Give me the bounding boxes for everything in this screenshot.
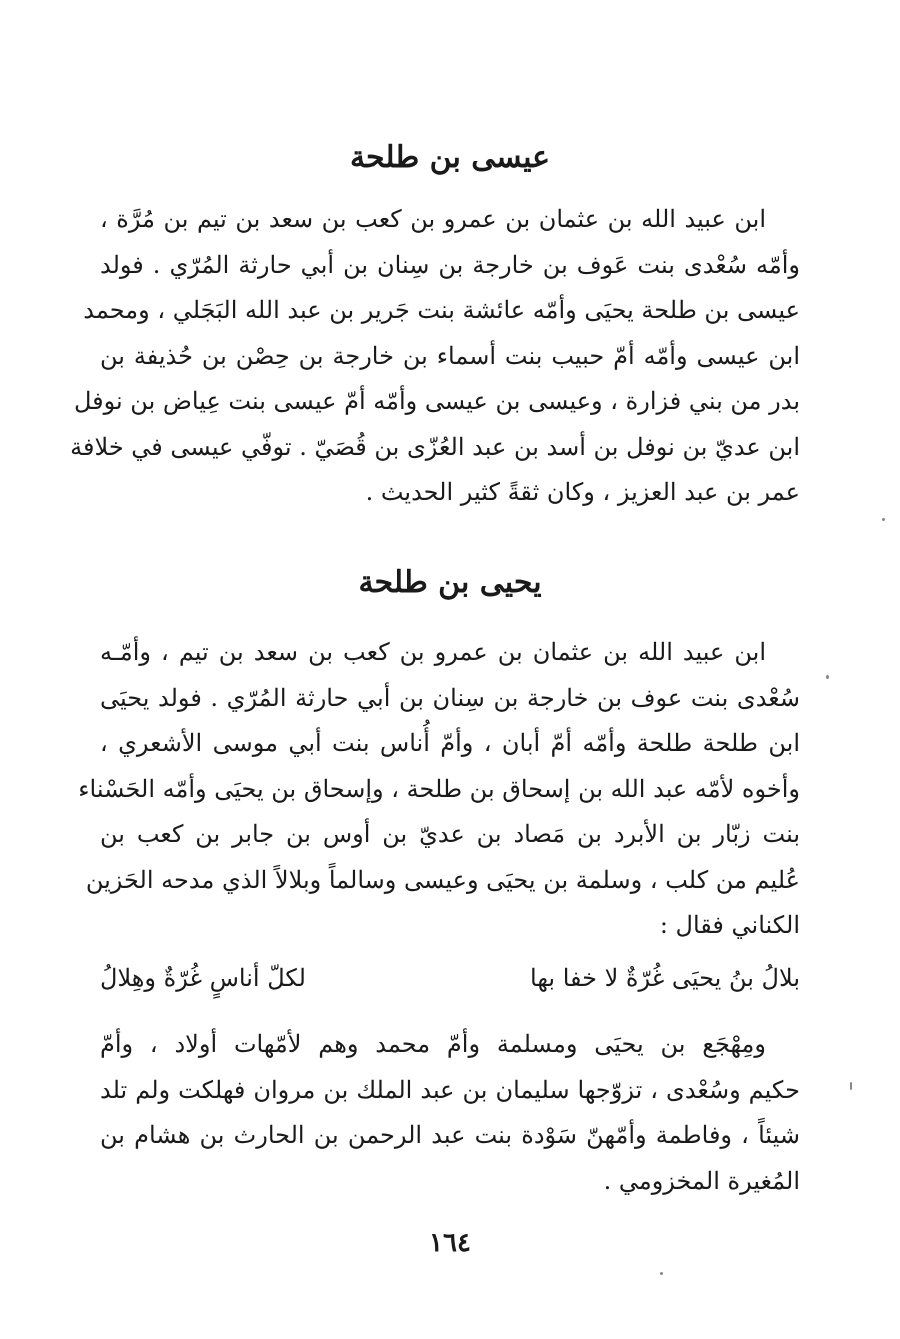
- verse-second-hemistich: لكلّ أناسٍ غُرّةٌ وهِلالُ: [100, 964, 306, 992]
- text-line: وأخوه لأمّه عبد الله بن إسحاق بن طلحة ، وإسحاق بن يحيَى وأمّه الحَسْناء: [78, 774, 800, 803]
- text-line: ابن عبيد الله بن عثمان بن عمرو بن كعب بن سعد بن تيم ، وأمّـه: [100, 638, 766, 666]
- verse-first-hemistich: بلالُ بنُ يحيَى غُرّةٌ لا خفا بها: [530, 964, 800, 992]
- paper-speck: [660, 1272, 663, 1275]
- text-line: الكناني فقال :: [659, 911, 800, 939]
- text-line: ابن طلحة طلحة وأمّه أمّ أبان ، وأمّ أُناس بنت أبي موسى الأشعري ،: [100, 729, 800, 757]
- section-title-isa-ibn-talha: عيسى بن طلحة: [349, 140, 551, 175]
- text-line: المُغيرة المخزومي .: [603, 1166, 800, 1195]
- section-title-yahya-ibn-talha: يحيى بن طلحة: [358, 565, 542, 600]
- text-line: بنت زبّار بن الأبرد بن مَصاد بن عديّ بن أوس بن جابر بن كعب بن: [100, 820, 800, 848]
- paragraph-yahya-ibn-talha: [78, 630, 800, 949]
- paragraph-after-verse: [100, 1022, 800, 1204]
- text-line: ابن عبيد الله بن عثمان بن عمرو بن كعب بن سعد بن تيم بن مُرَّة ،: [100, 205, 766, 233]
- text-line: عيسى بن طلحة يحيَى وأمّه عائشة بنت جَرير بن عبد الله البَجَلي ، ومحمد: [83, 296, 800, 324]
- text-line: ومِهْجَع بن يحيَى ومسلمة وأمّ محمد وهم لأمّهات أولاد ، وأمّ: [100, 1030, 766, 1058]
- page-number: ١٦٤: [429, 1228, 471, 1258]
- text-line: عُليم من كلب ، وسلمة بن يحيَى وعيسى وسالماً وبلالاً الذي مدحه الحَزين: [85, 865, 800, 894]
- text-line: حكيم وسُعْدى ، تزوّجها سليمان بن عبد الملك بن مروان فهلكت ولم تلد: [100, 1075, 800, 1104]
- text-line: ابن عيسى وأمّه أمّ حبيب بنت أسماء بن خارجة بن حِصْن بن حُذيفة بن: [100, 341, 800, 370]
- paper-speck: [882, 518, 885, 521]
- text-line: بدر من بني فزارة ، وعيسى بن عيسى وأمّه أمّ عيسى بنت عِياض بن نوفل: [73, 387, 800, 415]
- paragraph-isa-ibn-talha: [70, 197, 800, 516]
- poetry-verse: [100, 958, 800, 998]
- text-line: سُعْدى بنت عوف بن خارجة بن سِنان بن أبي حارثة المُرّي . فولد يحيَى: [100, 683, 800, 712]
- paper-speck: [826, 675, 829, 679]
- text-line: ابن عديّ بن نوفل بن أسد بن عبد العُزّى بن قُصَيّ . توفّي عيسى في خلافة: [70, 432, 800, 461]
- paper-speck: [850, 1082, 852, 1090]
- text-line: عمر بن عبد العزيز ، وكان ثقةً كثير الحديث .: [365, 478, 800, 506]
- text-line: وأمّه سُعْدى بنت عَوف بن خارجة بن سِنان بن أبي حارثة المُرّي . فولد: [100, 250, 800, 279]
- text-line: شيئاً ، وفاطمة وأمّهنّ سَوْدة بنت عبد الرحمن بن الحارث بن هشام بن: [100, 1121, 800, 1149]
